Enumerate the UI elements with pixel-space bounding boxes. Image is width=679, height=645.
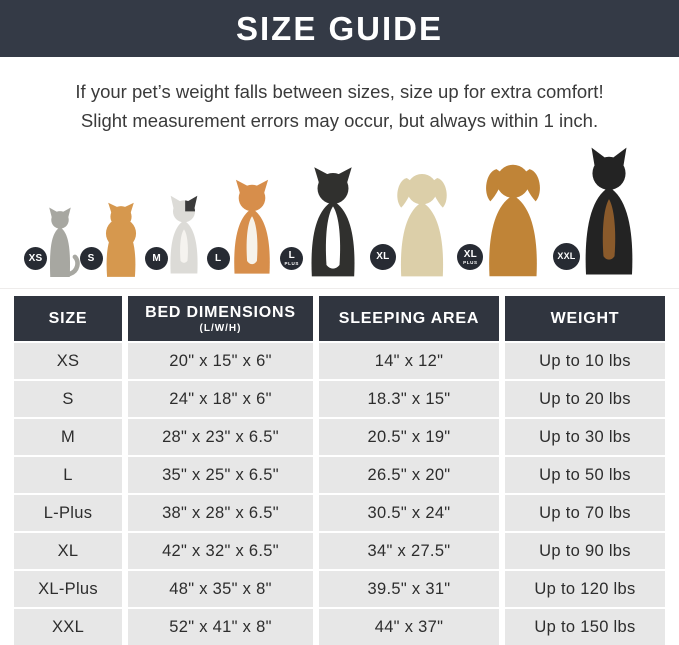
cell-size: XXL (14, 609, 122, 645)
cell-bed: 28" x 23" x 6.5" (128, 419, 313, 455)
cell-sleeping: 20.5" x 19" (319, 419, 499, 455)
cell-weight: Up to 30 lbs (505, 419, 665, 455)
cell-weight: Up to 120 lbs (505, 571, 665, 607)
size-badge-xl-plus: XL PLUS (457, 244, 483, 270)
cell-weight: Up to 90 lbs (505, 533, 665, 569)
cell-sleeping: 18.3" x 15" (319, 381, 499, 417)
cell-size: M (14, 419, 122, 455)
animal-golden-retriever-xl-plus (463, 156, 559, 278)
animal-french-bulldog-m (152, 190, 213, 278)
page-title: SIZE GUIDE (235, 9, 444, 47)
cell-size: XL-Plus (14, 571, 122, 607)
cell-sleeping: 14" x 12" (319, 343, 499, 379)
animal-doberman-xxl (557, 146, 655, 278)
cell-bed: 42" x 32" x 6.5" (128, 533, 313, 569)
cell-sleeping: 39.5" x 31" (319, 571, 499, 607)
cell-bed: 52" x 41" x 8" (128, 609, 313, 645)
cell-size: S (14, 381, 122, 417)
cell-sleeping: 44" x 37" (319, 609, 499, 645)
column-header-size: SIZE (14, 296, 122, 341)
cell-weight: Up to 20 lbs (505, 381, 665, 417)
size-badge-m: M (145, 247, 168, 270)
cell-size: XL (14, 533, 122, 569)
cell-size: L-Plus (14, 495, 122, 531)
size-table (14, 296, 665, 645)
cell-sleeping: 26.5" x 20" (319, 457, 499, 493)
cell-bed: 48" x 35" x 8" (128, 571, 313, 607)
intro-line-1: If your pet’s weight falls between sizes, size up for extra comfort! (75, 81, 604, 102)
size-badge-l-plus: L PLUS (280, 247, 303, 270)
size-badge-xxl: XXL (553, 243, 580, 270)
animal-pomeranian-s (87, 200, 152, 278)
column-header-bed-sub: (L/W/H) (199, 322, 242, 334)
size-badge-xs: XS (24, 247, 47, 270)
animal-shiba-inu-l (217, 174, 287, 278)
cell-bed: 38" x 28" x 6.5" (128, 495, 313, 531)
animal-labrador-xl (376, 166, 464, 278)
cell-bed: 20" x 15" x 6" (128, 343, 313, 379)
cell-weight: Up to 50 lbs (505, 457, 665, 493)
column-header-weight: WEIGHT (505, 296, 665, 341)
size-badge-s: S (80, 247, 103, 270)
animal-size-lineup (0, 137, 679, 289)
column-header-sleeping-area: SLEEPING AREA (319, 296, 499, 341)
cell-weight: Up to 150 lbs (505, 609, 665, 645)
cell-weight: Up to 10 lbs (505, 343, 665, 379)
cell-size: L (14, 457, 122, 493)
intro-text (0, 57, 679, 135)
animal-cat-xs (28, 206, 86, 278)
cell-sleeping: 30.5" x 24" (319, 495, 499, 531)
animal-border-collie-l-plus (284, 164, 376, 278)
intro-line-2: Slight measurement errors may occur, but always within 1 inch. (80, 109, 599, 131)
cell-bed: 24" x 18" x 6" (128, 381, 313, 417)
column-header-bed-dimensions: BED DIMENSIONS (L/W/H) (128, 296, 313, 341)
size-badge-xl: XL (370, 244, 396, 270)
header-banner (0, 0, 679, 57)
cell-size: XS (14, 343, 122, 379)
cell-bed: 35" x 25" x 6.5" (128, 457, 313, 493)
cell-weight: Up to 70 lbs (505, 495, 665, 531)
cell-sleeping: 34" x 27.5" (319, 533, 499, 569)
size-badge-l: L (207, 247, 230, 270)
border-collie-illustration-icon (290, 164, 376, 278)
